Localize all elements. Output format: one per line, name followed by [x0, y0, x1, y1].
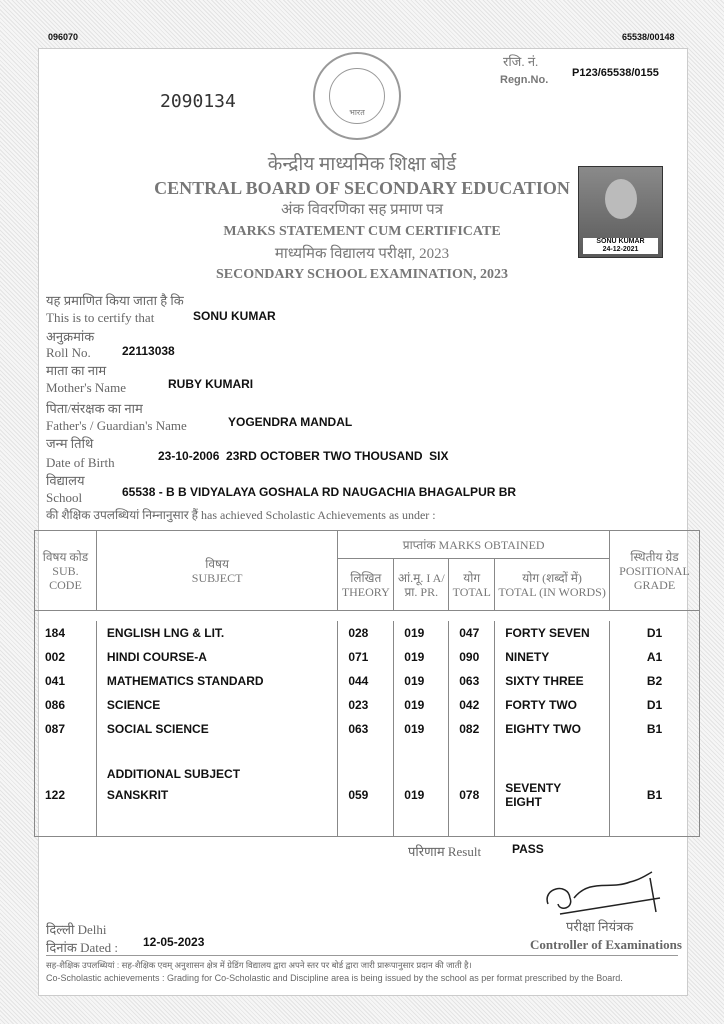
controller-signature [540, 868, 670, 918]
table-row [35, 621, 700, 645]
student-photo [578, 166, 663, 258]
cell-ia: 019 [394, 717, 449, 741]
controller-label-hi: परीक्षा नियंत्रक [566, 919, 634, 934]
cell-ia: 019 [394, 693, 449, 717]
father-label-hi: पिता/संरक्षक का नाम [46, 401, 143, 416]
table-row [35, 693, 700, 717]
school-name: 65538 - B B VIDYALAYA GOSHALA RD NAUGACHIA BHAGALPUR BR [122, 485, 517, 499]
photo-date: 24-12-2021 [602, 246, 639, 253]
cell-theory: 044 [338, 669, 394, 693]
cell-code: 002 [35, 645, 97, 669]
table-row [35, 781, 700, 809]
exam-title-en: SECONDARY SCHOOL EXAMINATION, 2023 [216, 267, 508, 282]
marks-table [34, 530, 700, 837]
cell-words: EIGHTY TWO [495, 717, 610, 741]
board-title-en: CENTRAL BOARD OF SECONDARY EDUCATION [154, 178, 570, 198]
exam-title-hi: माध्यमिक विद्यालय परीक्षा, 2023 [274, 246, 450, 262]
mother-label-en: Mother's Name [46, 380, 126, 395]
cell-total: 082 [449, 717, 495, 741]
cell-theory: 063 [338, 717, 394, 741]
cell-ia: 019 [394, 781, 449, 809]
controller-label-en: Controller of Examinations [530, 937, 682, 952]
father-name: YOGENDRA MANDAL [228, 415, 353, 429]
cell-ia: 019 [394, 669, 449, 693]
spacer-row [35, 611, 700, 621]
cell-grade: B1 [610, 781, 700, 809]
bottom-padding-row [35, 809, 700, 837]
dob-label-hi: जन्म तिथि [46, 436, 94, 451]
dob-label-en: Date of Birth [46, 455, 115, 470]
regn-number: P123/65538/0155 [572, 67, 659, 79]
cell-total: 078 [449, 781, 495, 809]
cbse-emblem-icon: भारत [313, 52, 401, 140]
additional-subject-label: ADDITIONAL SUBJECT [96, 741, 337, 781]
board-title-hi: केन्द्रीय माध्यमिक शिक्षा बोर्ड [267, 154, 457, 175]
cell-code: 184 [35, 621, 97, 645]
cell-ia: 019 [394, 621, 449, 645]
cell-words: SIXTY THREE [495, 669, 610, 693]
cert-title-en: MARKS STATEMENT CUM CERTIFICATE [223, 224, 501, 239]
dated-label: दिनांक Dated : [46, 940, 118, 955]
roll-label-hi: अनुक्रमांक [46, 329, 95, 344]
cell-subject: MATHEMATICS STANDARD [96, 669, 337, 693]
table-row [35, 669, 700, 693]
cell-code: 087 [35, 717, 97, 741]
cell-grade: B2 [610, 669, 700, 693]
regn-label-hi: रजि. नं. [503, 54, 539, 69]
header-theory: लिखित THEORY [338, 559, 394, 611]
school-label-hi: विद्यालय [46, 473, 85, 488]
face [605, 179, 637, 219]
cell-total: 047 [449, 621, 495, 645]
cell-subject: SANSKRIT [96, 781, 337, 809]
photo-name: SONU KUMAR [596, 238, 645, 245]
cell-total: 042 [449, 693, 495, 717]
cell-words: SEVENTY EIGHT [495, 781, 610, 809]
cell-subject: SOCIAL SCIENCE [96, 717, 337, 741]
cell-theory: 023 [338, 693, 394, 717]
cell-subject: SCIENCE [96, 693, 337, 717]
serial-number: 2090134 [160, 91, 236, 112]
father-label-en: Father's / Guardian's Name [46, 418, 187, 433]
table-row [35, 645, 700, 669]
footer-note-en: Co-Scholastic achievements : Grading for Co-Scholastic and Discipline area is being issued by the school as per format prescribed by the Board. [46, 973, 623, 983]
cell-subject: HINDI COURSE-A [96, 645, 337, 669]
cell-theory: 059 [338, 781, 394, 809]
cell-words: FORTY TWO [495, 693, 610, 717]
certify-label-en: This is to certify that [46, 310, 155, 325]
issue-date: 12-05-2023 [143, 935, 205, 949]
cell-grade: B1 [610, 717, 700, 741]
cell-total: 090 [449, 645, 495, 669]
student-name: SONU KUMAR [193, 309, 276, 323]
roll-number: 22113038 [122, 344, 175, 358]
result-value: PASS [512, 842, 544, 856]
mother-label-hi: माता का नाम [46, 363, 107, 378]
result-label: परिणाम Result [408, 844, 482, 859]
cell-code: 041 [35, 669, 97, 693]
header-ia-pr: आं.मू. I A/ प्रा. PR. [394, 559, 449, 611]
certify-label-hi: यह प्रमाणित किया जाता है कि [46, 293, 184, 308]
table-row [35, 717, 700, 741]
achievements-line: की शैक्षिक उपलब्धियां निम्नानुसार हैं has achieved Scholastic Achievements as under : [46, 508, 436, 522]
footer-note-hi: सह-शैक्षिक उपलब्धियां : सह-शैक्षिक एवम् अनुशासन क्षेत्र में ग्रेडिंग विद्यालय द्वारा अपने स्तर पर बोर्ड द्वारा जारी प्रारूपानुसार प्रदान की जाती है। [46, 960, 472, 970]
header-grade: स्थितीय ग्रेड POSITIONAL GRADE [610, 531, 700, 611]
roll-label-en: Roll No. [46, 345, 91, 360]
school-label-en: School [46, 490, 83, 505]
cell-code: 086 [35, 693, 97, 717]
footer-divider [46, 955, 678, 956]
header-total: योग TOTAL [449, 559, 495, 611]
cell-grade: A1 [610, 645, 700, 669]
cell-subject: ENGLISH LNG & LIT. [96, 621, 337, 645]
additional-subject-row [35, 741, 700, 781]
cell-total: 063 [449, 669, 495, 693]
cell-grade: D1 [610, 693, 700, 717]
place: दिल्ली Delhi [46, 922, 107, 937]
cell-grade: D1 [610, 621, 700, 645]
cert-title-hi: अंक विवरणिका सह प्रमाण पत्र [281, 202, 443, 218]
cell-theory: 028 [338, 621, 394, 645]
cell-theory: 071 [338, 645, 394, 669]
cell-code: 122 [35, 781, 97, 809]
date-of-birth: 23-10-2006 23RD OCTOBER TWO THOUSAND SIX [158, 449, 449, 463]
header-code: विषय कोड SUB. CODE [35, 531, 97, 611]
mother-name: RUBY KUMARI [168, 377, 254, 391]
top-left-code: 096070 [48, 32, 79, 42]
top-right-code: 65538/00148 [622, 32, 675, 42]
header-subject: विषय SUBJECT [96, 531, 337, 611]
cell-words: NINETY [495, 645, 610, 669]
header-total-words: योग (शब्दों में) TOTAL (IN WORDS) [495, 559, 610, 611]
regn-label-en: Regn.No. [500, 74, 549, 86]
cell-ia: 019 [394, 645, 449, 669]
header-marks-obtained: प्राप्तांक MARKS OBTAINED [338, 531, 610, 559]
cell-words: FORTY SEVEN [495, 621, 610, 645]
